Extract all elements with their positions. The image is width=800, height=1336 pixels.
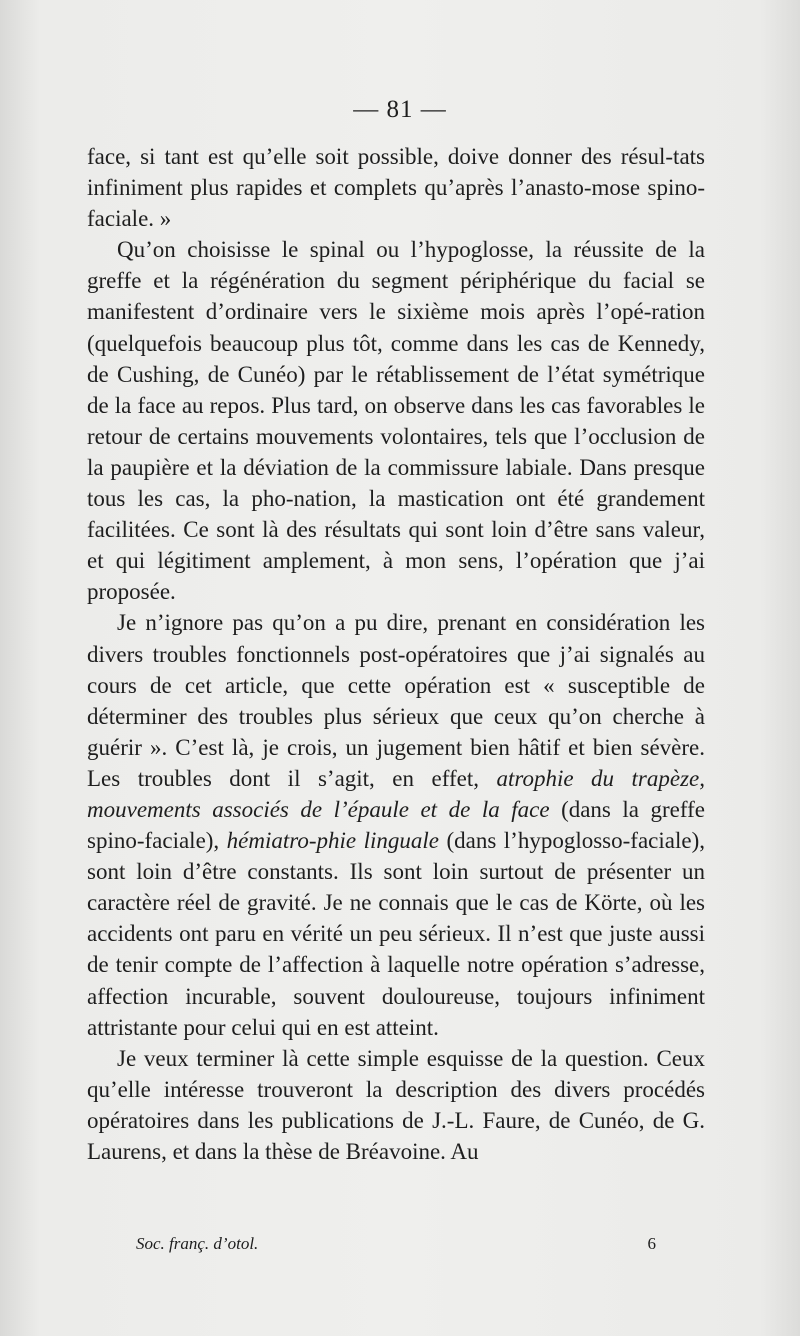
paragraph [87,607,705,1042]
body-text [87,141,705,1167]
text-run: face, si tant est qu’elle soit possible, doive donner des résul-tats infiniment plus rapides et complets qu’après l’anasto-mose spino-faciale. » [87,144,705,232]
paragraph [87,141,705,234]
page-number: — 81 — [353,96,447,123]
text-run: (dans l’hypoglosso-faciale), sont loin d’être constants. Ils sont loin surtout de présenter un caractère réel de gravité. Je ne connais que le cas de Körte, où les accidents ont paru en vérité un peu sérieux. Il n’est que juste aussi de tenir compte de l’affection à laquelle notre opération s’adresse, affection incurable, souvent douloureuse, toujours infiniment attristante pour celui qui en est atteint. [87,828,705,1040]
paragraph [87,1043,705,1167]
paragraph [87,234,705,607]
italic-phrase: hémiatro-phie linguale [226,828,439,854]
signature-mark: 6 [647,1234,656,1253]
footer [136,1234,656,1254]
footer-journal: Soc. franç. d’otol. [136,1234,259,1253]
italic-phrase: atrophie du trapèze, mouvements associés de l’épaule et de la face [87,765,706,822]
text-run: Je veux terminer là cette simple esquisse de la question. Ceux qu’elle intéresse trouveront la description des divers procédés opératoires dans les publications de J.-L. Faure, de Cunéo, de G. Laurens, et dans la thèse de Bréavoine. Au [87,1045,705,1164]
text-run: Qu’on choisisse le spinal ou l’hypoglosse, la réussite de la greffe et la régénération du segment périphérique du facial se manifestent d’ordinaire vers le sixième mois après l’opé-ration (quelquefois beaucoup plus tôt, comme dans les cas de Kennedy, de Cushing, de Cunéo) par le rétablissement de l’état symétrique de la face au repos. Plus tard, on observe dans les cas favorables le retour de certains mouvements volontaires, tels que l’occlusion de la paupière et la déviation de la commissure labiale. Dans presque tous les cas, la pho-nation, la mastication ont été grandement facilitées. Ce sont là des résultats qui sont loin d’être sans valeur, et qui légitiment amplement, à mon sens, l’opération que j’ai proposée. [87,237,705,605]
text-run: (dans la greffe spino-faciale), [87,796,705,854]
text-run: Je n’ignore pas qu’on a pu dire, prenant en considération les divers troubles fonctionnels post-opératoires que j’ai signalés au cours de cet article, que cette opération est « susceptible de déterminer des troubles plus sérieux que ceux qu’on cherche à guérir ». C’est là, je crois, un jugement bien hâtif et bien sévère. Les troubles dont il s’agit, en effet, [87,610,705,791]
